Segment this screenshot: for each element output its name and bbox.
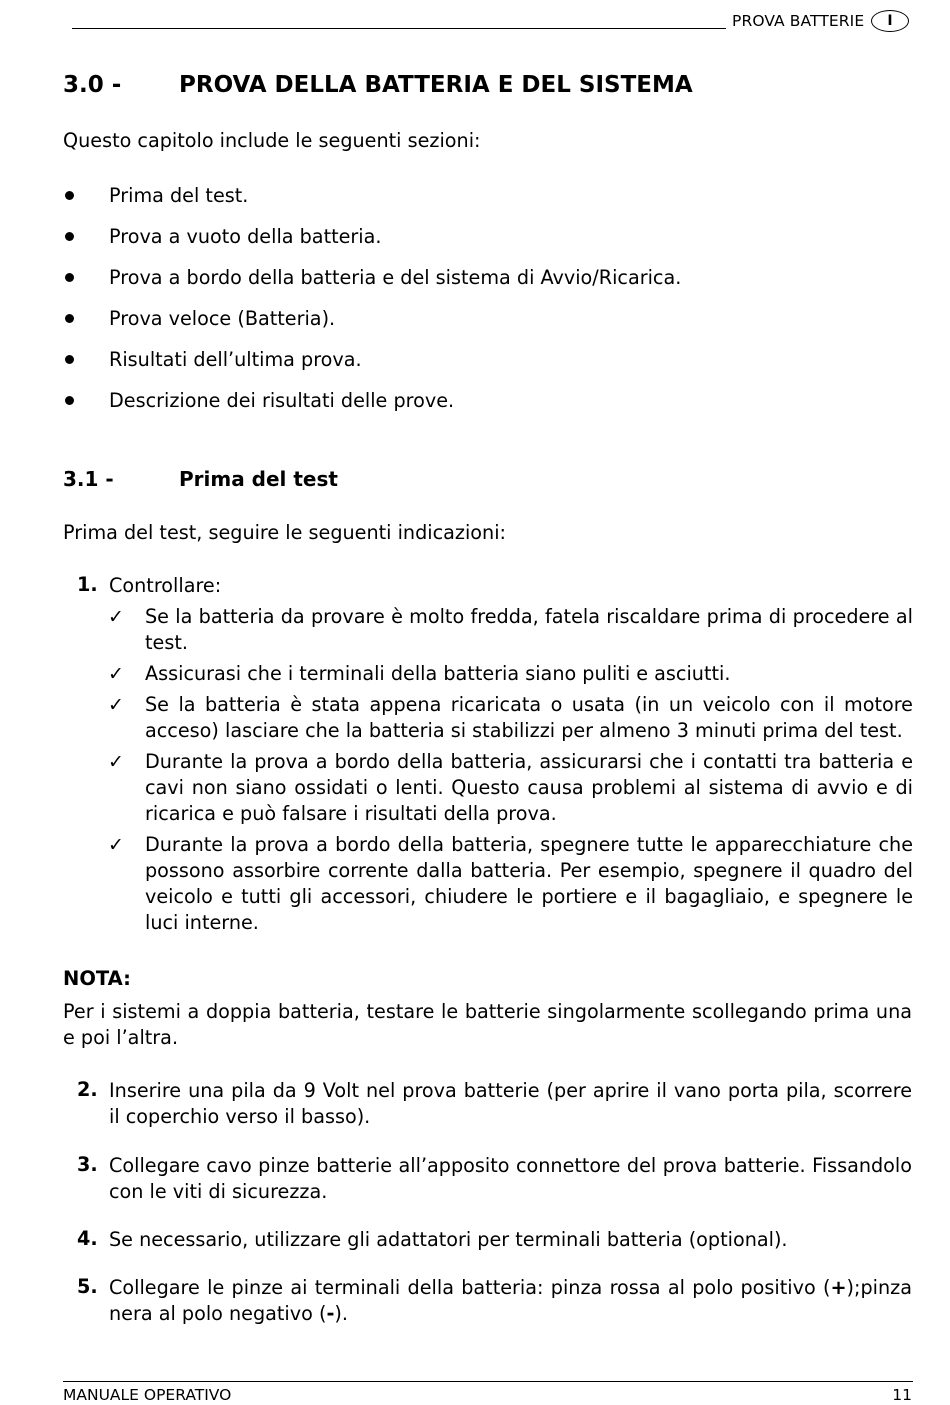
list-item [63, 347, 913, 388]
step-text: Inserire una pila da 9 Volt nel prova batterie (per aprire il vano porta pila, scorrere il coperchio verso il basso). [109, 1079, 912, 1128]
list-item [63, 306, 913, 347]
bullet-icon [65, 314, 74, 323]
checklist-item [108, 692, 913, 744]
step-text: Collegare cavo pinze batterie all’apposito connettore del prova batterie. Fissandolo con le viti di sicurezza. [109, 1154, 912, 1203]
bullet-icon [65, 396, 74, 405]
checklist-item-text: Se la batteria è stata appena ricaricata o usata (in un veicolo con il motore acceso) lasciare che la batteria si stabilizzi per almeno 3 minuti prima del test. [145, 693, 913, 742]
minus-sign: - [326, 1302, 335, 1325]
language-badge-label: I [887, 13, 893, 29]
checklist-item-text: Se la batteria da provare è molto fredda, fatela riscaldare prima di procedere al test. [145, 605, 913, 654]
list-item [63, 265, 913, 306]
checklist-item-text: Durante la prova a bordo della batteria, spegnere tutte le apparecchiature che possono assorbire corrente dalla batteria. Per esempio, spegnere il quadro del veicolo e tutti gli accessori, chiudere le portiere e il bagagliaio, e spegnere le luci interne. [145, 833, 913, 934]
bullet-icon [65, 232, 74, 241]
check-icon: ✓ [108, 663, 124, 685]
check-icon: ✓ [108, 834, 124, 856]
section-number: 3.0 - [63, 72, 122, 98]
header-title: PROVA BATTERIE [732, 12, 865, 30]
list-item [63, 388, 913, 429]
bullet-icon [65, 191, 74, 200]
note-text: Per i sistemi a doppia batteria, testare le batterie singolarmente scollegando prima una e poi l’altra. [63, 1000, 912, 1049]
list-item-label: Prova a bordo della batteria e del sistema di Avvio/Ricarica. [109, 266, 682, 289]
step-number: 2. [77, 1078, 98, 1101]
list-item-label: Prova a vuoto della batteria. [109, 225, 382, 248]
step-number: 4. [77, 1227, 98, 1250]
sections-list [63, 183, 913, 429]
checklist [108, 604, 913, 941]
subsection-number: 3.1 - [63, 467, 114, 491]
checklist-item [108, 661, 913, 687]
step-number: 5. [77, 1275, 98, 1298]
list-item-label: Prima del test. [109, 184, 249, 207]
step-number: 3. [77, 1153, 98, 1176]
subsection-title: Prima del test [179, 467, 338, 491]
list-item [63, 183, 913, 224]
section-title: PROVA DELLA BATTERIA E DEL SISTEMA [179, 72, 693, 98]
list-item-label: Risultati dell’ultima prova. [109, 348, 362, 371]
step-text-part: Collegare le pinze ai terminali della batteria: pinza rossa al polo positivo ( [109, 1276, 831, 1299]
step-text-part: );pinza nera al polo negativo ( [109, 1276, 912, 1325]
list-item-label: Prova veloce (Batteria). [109, 307, 336, 330]
step-number: 1. [77, 573, 98, 596]
plus-sign: + [830, 1276, 847, 1299]
chapter-intro: Questo capitolo include le seguenti sezioni: [63, 129, 481, 152]
footer-rule [63, 1381, 913, 1382]
subsection-intro: Prima del test, seguire le seguenti indicazioni: [63, 521, 507, 544]
bullet-icon [65, 355, 74, 364]
checklist-item [108, 604, 913, 656]
step-text: Controllare: [109, 574, 222, 597]
list-item-label: Descrizione dei risultati delle prove. [109, 389, 455, 412]
step-text: Se necessario, utilizzare gli adattatori per terminali batteria (optional). [109, 1228, 788, 1251]
check-icon: ✓ [108, 606, 124, 628]
check-icon: ✓ [108, 694, 124, 716]
checklist-item [108, 749, 913, 827]
page-number: 11 [892, 1386, 912, 1404]
list-item [63, 224, 913, 265]
checklist-item-text: Durante la prova a bordo della batteria, assicurarsi che i contatti tra batteria e cavi non siano ossidati o lenti. Questo causa problemi al sistema di avvio e di ricarica e può falsare i risultati della prova. [145, 750, 913, 825]
note-title: NOTA: [63, 967, 131, 990]
header-rule [72, 28, 726, 29]
bullet-icon [65, 273, 74, 282]
checklist-item-text: Assicurasi che i terminali della batteria siano puliti e asciutti. [145, 662, 731, 685]
step-text [109, 1275, 912, 1327]
check-icon: ✓ [108, 751, 124, 773]
step-text-part: ). [334, 1302, 348, 1325]
checklist-item [108, 832, 913, 936]
language-badge [871, 10, 909, 32]
footer-manual-title: MANUALE OPERATIVO [63, 1386, 232, 1404]
